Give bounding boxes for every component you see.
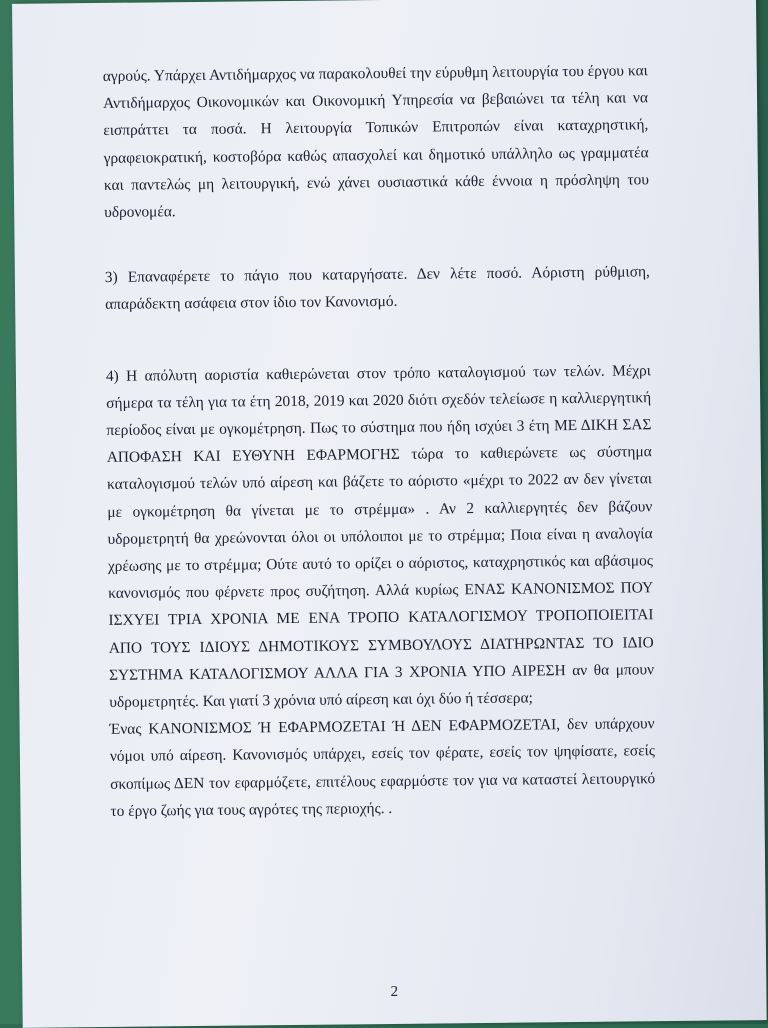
paragraph-spacer <box>105 313 650 363</box>
paragraph-spacer <box>104 220 649 264</box>
document-body <box>103 57 656 825</box>
paragraph-4: Ένας ΚΑΝΟΝΙΣΜΟΣ Ή ΕΦΑΡΜΟΖΕΤΑΙ Ή ΔΕΝ ΕΦΑΡΜΟΖΕΤΑΙ, δεν υπάρχουν νόμοι υπό αίρεση. Κανονισμός υπάρχει, εσείς τον φέρατε, εσείς τον ψηφίσατε, εσείς σκοπίμως ΔΕΝ τον εφαρμόζετε, επιτέλους εφαρμόστε τον για να καταστεί λειτουργικό το έργο ζωής για τους αγρότες της περιοχής. . <box>109 715 656 820</box>
paragraph-1: αγρούς. Υπάρχει Αντιδήμαρχος να παρακολουθεί την εύρυθμη λειτουργία του έργου και Αντιδήμαρχος Οικονομικών και Οικονομική Υπηρεσία να βεβαιώνει τα τέλη και να εισπράττει τα ποσά. Η λειτουργία Τοπικών Επιτροπών είναι καταχρηστική, γραφειοκρατική, κοστοβόρα καθώς απασχολεί και δημοτικό υπάλληλο ως γραμματέα και παντελώς μη λειτουργική, ενώ χάνει ουσιαστικά κάθε έννοια η πρόσληψη του υδρονομέα. <box>102 62 649 221</box>
document-page <box>12 0 767 1028</box>
page-number: 2 <box>390 983 399 1000</box>
paragraph-2: 3) Επαναφέρετε το πάγιο που καταργήσατε. Δεν λέτε ποσό. Αόριστη ρύθμιση, απαράδεκτη ασάφεια στον ίδιο τον Κανονισμό. <box>104 263 650 314</box>
paragraph-3: 4) Η απόλυτη αοριστία καθιερώνεται στον τρόπο καταλογισμού των τελών. Μέχρι σήμερα τα τέλη για τα έτη 2018, 2019 και 2020 διότι σχεδόν τελείωσε η καλλιεργητική περίοδος είναι με ογκομέτρηση. Πως το σύστημα που ήδη ισχύει 3 έτη ΜΕ ΔΙΚΗ ΣΑΣ ΑΠΟΦΑΣΗ ΚΑΙ ΕΥΘΥΝΗ ΕΦΑΡΜΟΓΗΣ τώρα το καθιερώνετε ως σύστημα καταλογισμού τελών υπό αίρεση και βάζετε το αόριστο «μέχρι το 2022 αν δεν γίνεται με ογκομέτρηση θα γίνεται με το στρέμμα» . Αν 2 καλλιεργητές δεν βάζουν υδρομετρητή θα χρεώνονται όλοι οι υπόλοιποι με το στρέμμα; Ποια είναι η αναλογία χρέωσης με το στρέμμα; Ούτε αυτό το ορίζει ο αόριστος, καταχρηστικός και αβάσιμος κανονισμός που φέρνετε προς συζήτηση. Αλλά κυρίως ΕΝΑΣ ΚΑΝΟΝΙΣΜΟΣ ΠΟΥ ΙΣΧΥΕΙ ΤΡΙΑ ΧΡΟΝΙΑ ΜΕ ΕΝΑ ΤΡΟΠΟ ΚΑΤΑΛΟΓΙΣΜΟΥ ΤΡΟΠΟΠΟΙΕΙΤΑΙ ΑΠΟ ΤΟΥΣ ΙΔΙΟΥΣ ΔΗΜΟΤΙΚΟΥΣ ΣΥΜΒΟΥΛΟΥΣ ΔΙΑΤΗΡΩΝΤΑΣ ΤΟ ΙΔΙΟ ΣΥΣΤΗΜΑ ΚΑΤΑΛΟΓΙΣΜΟΥ ΑΛΛΑ ΓΙΑ 3 ΧΡΟΝΙΑ ΥΠΟ ΑΙΡΕΣΗ αν θα μπουν υδρομετρητές. Και γιατί 3 χρόνια υπό αίρεση και όχι δύο ή τέσσερα; <box>105 361 655 711</box>
